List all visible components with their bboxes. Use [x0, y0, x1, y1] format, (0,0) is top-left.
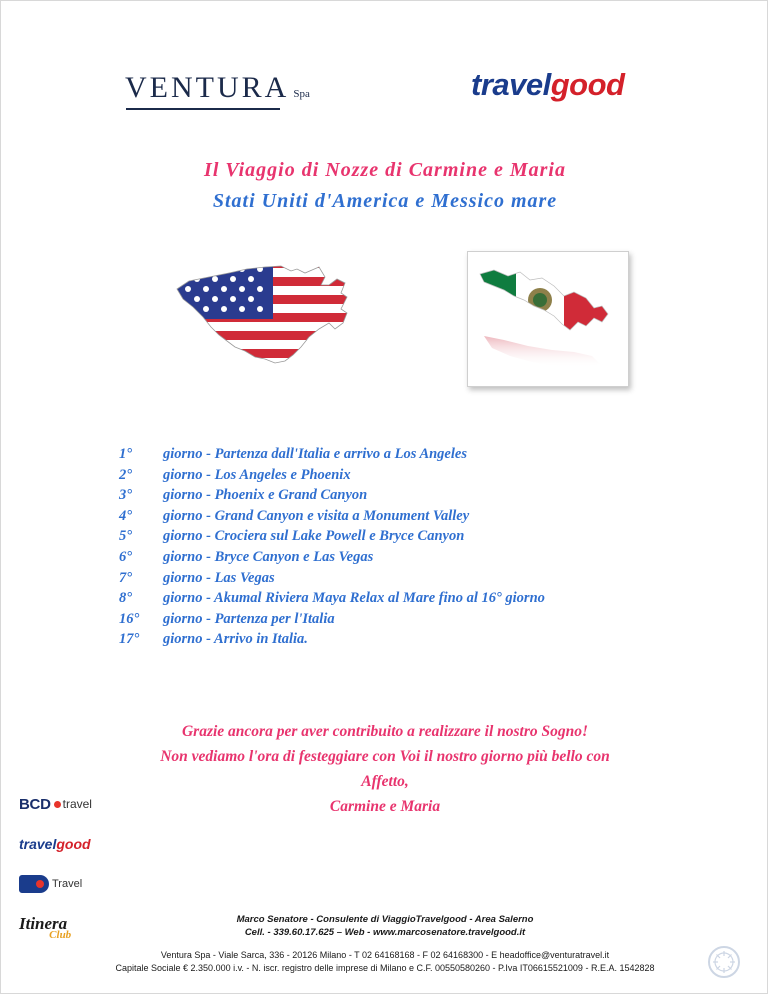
company-registration-line: Capitale Sociale € 2.350.000 i.v. - N. iscr. registro delle imprese di Milano e C.F. 00550580260 - P.Iva IT06615521009 - R.E.A. 1542828	[115, 963, 655, 973]
travelgood-logo-part2: good	[550, 67, 625, 102]
page-title: Il Viaggio di Nozze di Carmine e Maria	[204, 159, 566, 181]
itinerary-day-text: giorno - Bryce Canyon e Las Vegas	[163, 548, 374, 565]
itinerary-day-text: giorno - Las Vegas	[163, 569, 275, 586]
itinerary-day-number: 5°	[119, 528, 133, 545]
bcd-travel-logo	[19, 791, 119, 817]
closing-signature: Carmine e Maria	[329, 798, 441, 815]
agent-name-line: Marco Senatore - Consulente di ViaggioTravelgood - Area Salerno	[236, 914, 534, 925]
bcd-wordmark: BCD	[19, 795, 51, 813]
ventura-wordmark: VENTURA	[125, 71, 290, 104]
company-address-line: Ventura Spa - Viale Sarca, 336 - 20126 Milano - T 02 64168168 - F 02 64168300 - E headoffice@venturatravel.it	[160, 950, 610, 960]
ventura-underline	[126, 108, 280, 110]
travelgood-logo	[471, 67, 624, 103]
itinerary-day-number: 4°	[119, 507, 133, 524]
aci-mark-icon	[19, 875, 49, 893]
itinerary-day-text: giorno - Partenza dall'Italia e arrivo a Los Angeles	[163, 446, 467, 462]
itinerary-day-text: giorno - Grand Canyon e visita a Monument Valley	[163, 507, 470, 524]
closing-line-2: Non vediamo l'ora di festeggiare con Voi il nostro giorno più bello con	[160, 748, 610, 765]
itinerary-day-number: 3°	[119, 487, 133, 504]
document-header	[1, 59, 768, 129]
closing-line-1: Grazie ancora per aver contribuito a realizzare il nostro Sogno!	[181, 723, 589, 740]
itinerary-day-number: 6°	[119, 548, 133, 565]
itinerary-day-text: giorno - Los Angeles e Phoenix	[163, 466, 351, 483]
itinera-wordmark: Itinera Club	[19, 914, 72, 941]
page-subtitle: Stati Uniti d'America e Messico mare	[212, 190, 558, 212]
aci-travel-logo	[19, 871, 119, 897]
bcd-dot-icon	[54, 801, 61, 808]
list-item	[119, 526, 719, 547]
mexico-image-frame	[467, 251, 629, 387]
itinerary-day-number: 17°	[119, 631, 140, 648]
list-item	[119, 485, 719, 506]
itinerary-day-number: 16°	[119, 610, 140, 627]
illustrations	[1, 241, 768, 401]
usa-flag-map-image	[169, 251, 379, 381]
closing-line-3: Affetto,	[361, 773, 409, 790]
list-item	[119, 444, 719, 465]
bcd-travel-label: travel	[62, 797, 92, 811]
itinerary-day-text: giorno - Partenza per l'Italia	[163, 610, 335, 627]
itinerary-day-number: 8°	[119, 590, 133, 607]
list-item	[119, 506, 719, 527]
itinerary-day-text: giorno - Arrivo in Italia.	[163, 631, 308, 648]
company-legal-block	[1, 949, 768, 975]
agent-contact-line: Cell. - 339.60.17.625 – Web - www.marcosenatore.travelgood.it	[244, 927, 526, 938]
travelgood-logo-small	[19, 831, 119, 857]
ventura-logo	[125, 71, 310, 105]
itinerary-day-number: 2°	[119, 466, 133, 483]
mexico-flag-map-image	[468, 252, 628, 386]
list-item	[119, 609, 719, 630]
itinerary-day-number: 1°	[119, 446, 133, 462]
itinerary-day-text: giorno - Crociera sul Lake Powell e Bryce Canyon	[163, 528, 465, 545]
travelgood-small-part2: good	[56, 836, 91, 852]
itinerary-day-text: giorno - Akumal Riviera Maya Relax al Mare fino al 16° giorno	[163, 590, 545, 607]
list-item	[119, 465, 719, 486]
travelgood-small-part1: travel	[19, 836, 57, 852]
itinerary-list	[119, 444, 719, 650]
list-item	[119, 568, 719, 589]
list-item	[119, 629, 719, 650]
title-block	[1, 159, 768, 213]
itinerary-day-number: 7°	[119, 569, 133, 586]
itinera-club-label: Club	[49, 929, 72, 941]
ventura-spa-label: Spa	[293, 88, 310, 100]
travelgood-logo-part1: travel	[471, 67, 551, 102]
agent-contact-block	[1, 913, 768, 939]
aci-travel-label: Travel	[52, 878, 83, 890]
list-item	[119, 547, 719, 568]
list-item	[119, 588, 719, 609]
itinerary-day-text: giorno - Phoenix e Grand Canyon	[163, 487, 368, 504]
seal-icon	[707, 945, 741, 979]
